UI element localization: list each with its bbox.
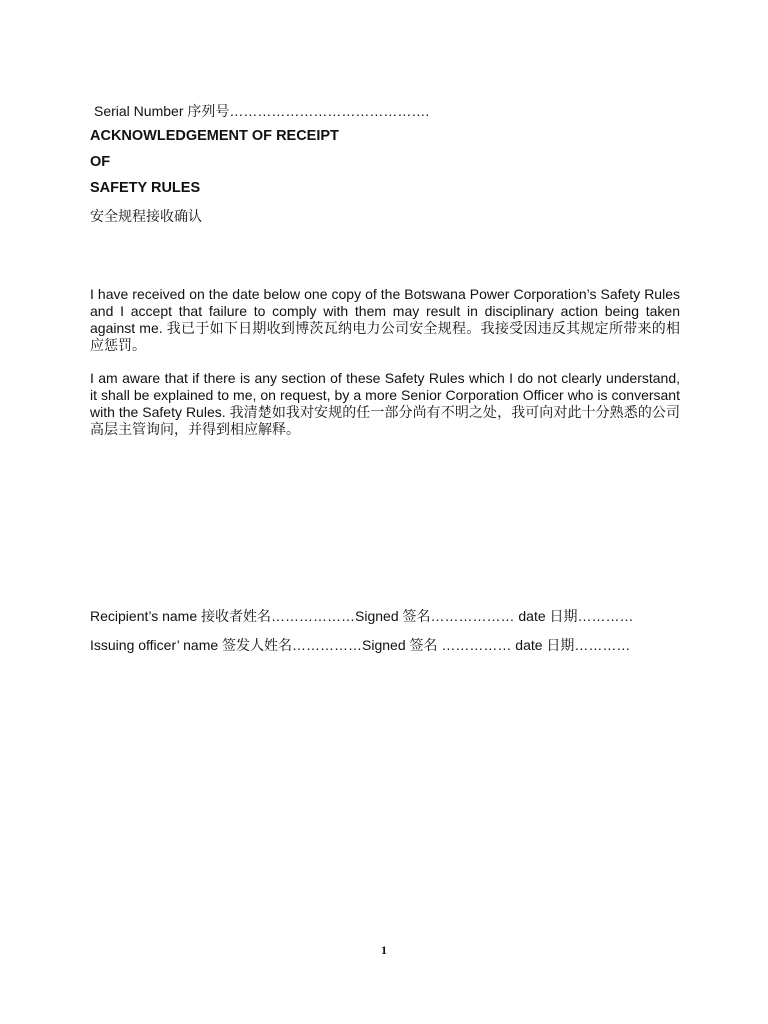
recipient-signature-line: Recipient’s name 接收者姓名………………Signed 签名……………… date 日期…………: [90, 608, 634, 624]
title-line-1: ACKNOWLEDGEMENT OF RECEIPT: [90, 128, 339, 144]
awareness-paragraph: I am aware that if there is any section of these Safety Rules which I do not clearly understand, it shall be explained to me, on request, by a more Senior Corporation Officer who is conversant with the Safety Rules. 我清楚如我对安规的任一部分尚有不明之处，我可向对此十分熟悉的公司高层主管询问，并得到相应解释。: [90, 370, 680, 437]
issuing-officer-signature-line: Issuing officer’ name 签发人姓名……………Signed 签名 …………… date 日期…………: [90, 637, 631, 653]
page-number: 1: [381, 943, 387, 957]
title-line-3: SAFETY RULES: [90, 180, 201, 196]
title-line-2: OF: [90, 154, 111, 170]
serial-number-line: Serial Number 序列号…………………………………….: [94, 103, 430, 119]
chinese-subtitle: 安全规程接收确认: [90, 208, 202, 224]
acknowledgement-paragraph: I have received on the date below one copy of the Botswana Power Corporation’s Safety Rules and I accept that failure to comply with them may result in disciplinary action being taken against me. 我已于如下日期收到博茨瓦纳电力公司安全规程。我接受因违反其规定所带来的相应惩罚。: [90, 286, 680, 353]
